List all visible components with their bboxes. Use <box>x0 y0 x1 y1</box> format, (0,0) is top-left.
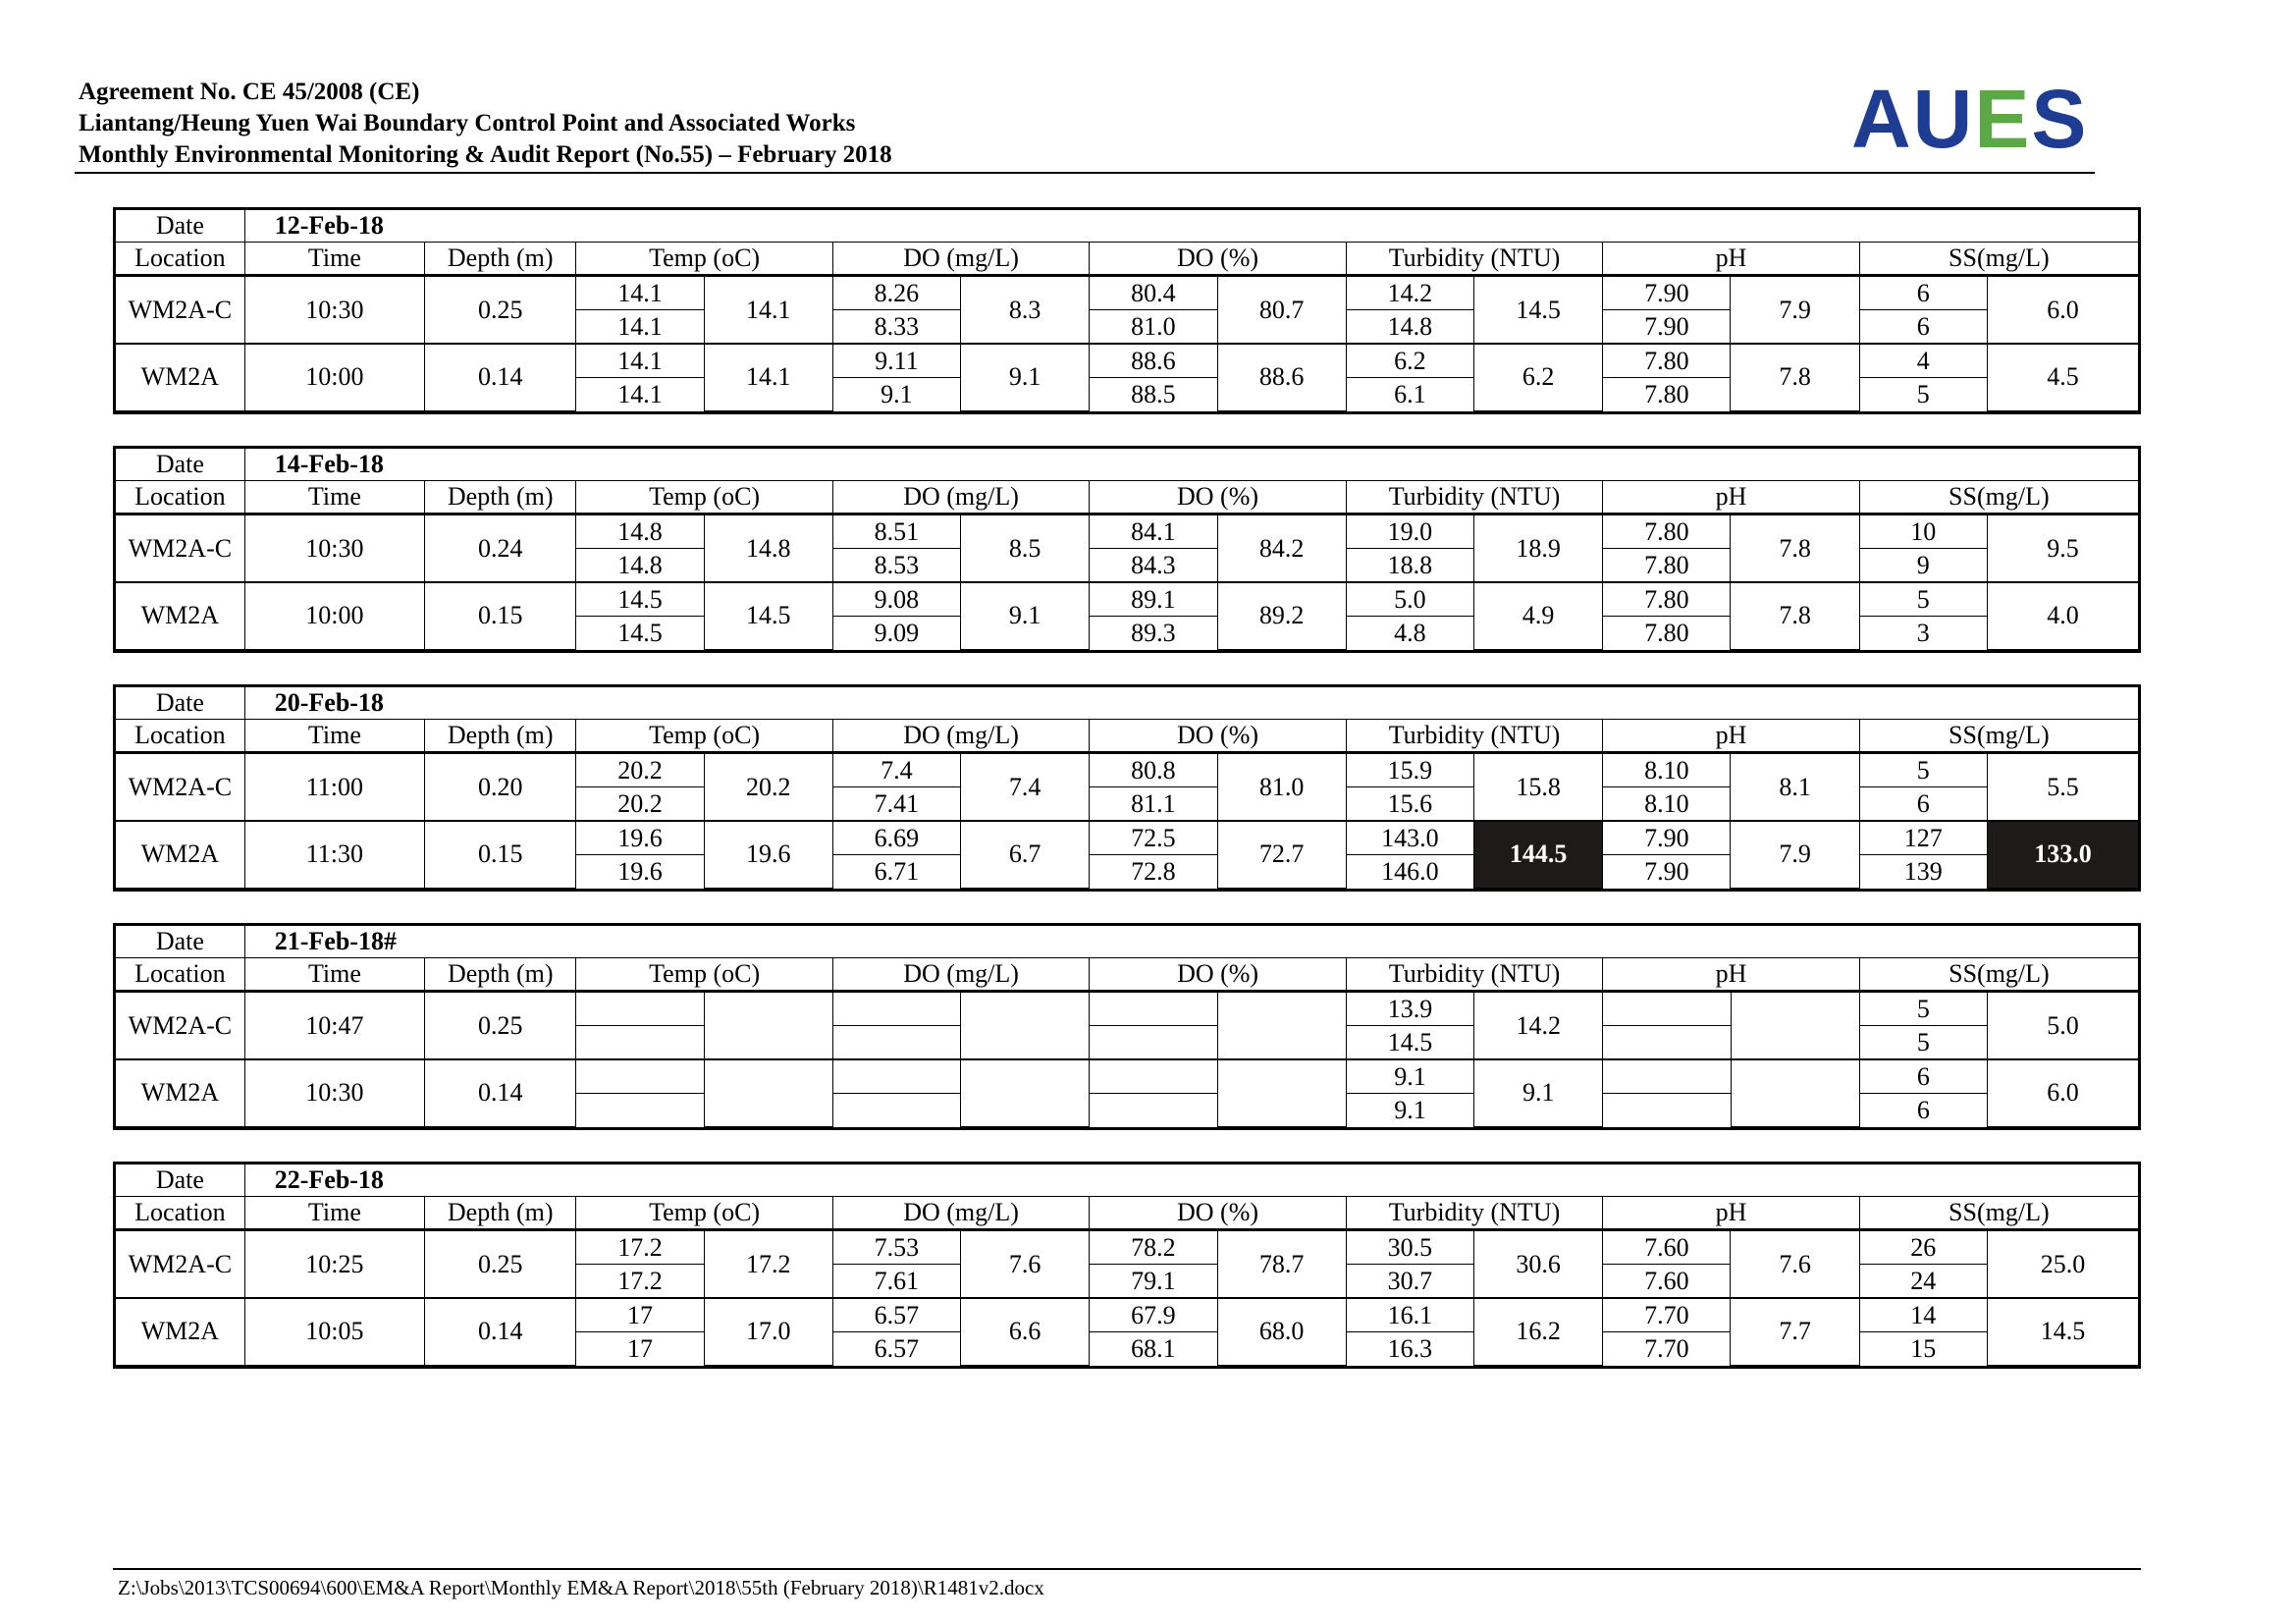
date-label: Date <box>116 1164 244 1197</box>
turbidity-reading-1: 6.2 <box>1346 344 1473 378</box>
ss-average: 9.5 <box>1987 514 2138 583</box>
temp-reading-2: 17 <box>576 1332 704 1366</box>
date-label: Date <box>116 449 244 481</box>
temp-reading-1: 20.2 <box>576 753 704 787</box>
ph-reading-2 <box>1603 1094 1731 1127</box>
ph-average: 7.9 <box>1731 821 1859 888</box>
turbidity-reading-1: 19.0 <box>1346 514 1473 549</box>
ph-reading-1: 7.70 <box>1603 1298 1731 1332</box>
depth-cell: 0.14 <box>425 1059 576 1126</box>
do-mgl-reading-2: 7.61 <box>832 1265 960 1299</box>
ss-reading-2: 6 <box>1859 310 1987 345</box>
do-mgl-reading-2: 9.09 <box>832 617 960 650</box>
ph-average <box>1731 992 1859 1060</box>
do-mgl-reading-1: 7.4 <box>832 753 960 787</box>
do-mgl-average <box>961 992 1090 1060</box>
turbidity-reading-1: 5.0 <box>1346 582 1473 617</box>
ss-average: 133.0 <box>1987 821 2138 888</box>
ss-reading-1: 5 <box>1859 582 1987 617</box>
ss-reading-1: 127 <box>1859 821 1987 855</box>
do-mgl-reading-2: 7.41 <box>832 787 960 822</box>
column-header-do-pct: DO (%) <box>1090 958 1346 992</box>
do-pct-reading-1 <box>1090 992 1217 1026</box>
do-mgl-reading-1: 6.57 <box>832 1298 960 1332</box>
ss-reading-2: 5 <box>1859 1026 1987 1060</box>
table-row <box>116 821 2138 855</box>
date-value: 22-Feb-18 <box>244 1164 2138 1197</box>
column-header-do-mgl: DO (mg/L) <box>832 720 1089 753</box>
do-mgl-average: 9.1 <box>961 582 1090 649</box>
depth-cell: 0.14 <box>425 344 576 410</box>
ph-reading-1: 7.80 <box>1603 582 1731 617</box>
location-cell: WM2A-C <box>116 1230 244 1299</box>
do-pct-average: 88.6 <box>1217 344 1346 410</box>
turbidity-reading-2: 9.1 <box>1346 1094 1473 1127</box>
location-cell: WM2A-C <box>116 753 244 822</box>
do-mgl-average: 8.3 <box>961 276 1090 345</box>
ph-reading-1: 7.90 <box>1603 821 1731 855</box>
column-header-do-mgl: DO (mg/L) <box>832 243 1089 276</box>
do-mgl-average: 6.7 <box>961 821 1090 888</box>
time-cell: 10:00 <box>244 582 424 649</box>
ss-reading-2: 5 <box>1859 378 1987 411</box>
turbidity-average: 16.2 <box>1473 1298 1602 1365</box>
turbidity-reading-1: 16.1 <box>1346 1298 1473 1332</box>
date-value: 12-Feb-18 <box>244 210 2138 243</box>
column-header-depth: Depth (m) <box>425 958 576 992</box>
ss-reading-2: 3 <box>1859 617 1987 650</box>
temp-reading-1: 14.1 <box>576 276 704 310</box>
do-mgl-average: 9.1 <box>961 344 1090 410</box>
date-value: 14-Feb-18 <box>244 449 2138 481</box>
do-pct-reading-2: 72.8 <box>1090 855 1217 889</box>
column-header-location: Location <box>116 481 244 514</box>
do-pct-reading-2 <box>1090 1094 1217 1127</box>
report-title: Monthly Environmental Monitoring & Audit Report (No.55) – February 2018 <box>79 141 892 168</box>
ph-reading-2: 7.90 <box>1603 855 1731 889</box>
column-header-location: Location <box>116 1197 244 1230</box>
table-row <box>116 582 2138 617</box>
temp-average: 17.0 <box>704 1298 832 1365</box>
turbidity-reading-1: 143.0 <box>1346 821 1473 855</box>
location-cell: WM2A <box>116 344 244 410</box>
column-header-ph: pH <box>1603 720 1859 753</box>
ss-reading-2: 9 <box>1859 549 1987 583</box>
ph-reading-2: 7.80 <box>1603 617 1731 650</box>
do-pct-reading-1: 67.9 <box>1090 1298 1217 1332</box>
column-header-turbidity: Turbidity (NTU) <box>1346 720 1602 753</box>
do-pct-average: 84.2 <box>1217 514 1346 583</box>
ph-reading-2: 7.80 <box>1603 378 1731 411</box>
location-cell: WM2A <box>116 1059 244 1126</box>
do-mgl-average: 8.5 <box>961 514 1090 583</box>
ph-average: 7.8 <box>1731 344 1859 410</box>
do-mgl-reading-1: 8.26 <box>832 276 960 310</box>
turbidity-average: 14.5 <box>1473 276 1602 345</box>
do-pct-average <box>1217 992 1346 1060</box>
ph-reading-2: 7.60 <box>1603 1265 1731 1299</box>
ph-reading-2 <box>1603 1026 1731 1060</box>
column-header-do-mgl: DO (mg/L) <box>832 958 1089 992</box>
temp-reading-2: 19.6 <box>576 855 704 889</box>
ss-reading-2: 6 <box>1859 787 1987 822</box>
turbidity-average: 6.2 <box>1473 344 1602 410</box>
do-mgl-reading-1: 9.11 <box>832 344 960 378</box>
column-header-time: Time <box>244 481 424 514</box>
ss-reading-1: 26 <box>1859 1230 1987 1265</box>
ss-average: 14.5 <box>1987 1298 2138 1365</box>
ph-average: 8.1 <box>1731 753 1859 822</box>
do-mgl-reading-2 <box>832 1094 960 1127</box>
depth-cell: 0.25 <box>425 992 576 1060</box>
do-pct-reading-1: 80.8 <box>1090 753 1217 787</box>
location-cell: WM2A-C <box>116 514 244 583</box>
location-cell: WM2A <box>116 582 244 649</box>
footer-rule <box>113 1568 2141 1570</box>
turbidity-reading-1: 14.2 <box>1346 276 1473 310</box>
time-cell: 10:30 <box>244 276 424 345</box>
ss-reading-1: 6 <box>1859 276 1987 310</box>
do-pct-reading-2: 81.1 <box>1090 787 1217 822</box>
ss-reading-1: 14 <box>1859 1298 1987 1332</box>
column-header-do-mgl: DO (mg/L) <box>832 481 1089 514</box>
do-mgl-reading-2: 8.33 <box>832 310 960 345</box>
ph-average: 7.8 <box>1731 514 1859 583</box>
turbidity-reading-2: 15.6 <box>1346 787 1473 822</box>
column-header-time: Time <box>244 243 424 276</box>
ss-average: 6.0 <box>1988 1059 2138 1126</box>
water-quality-table <box>116 926 2138 1127</box>
turbidity-average: 14.2 <box>1474 992 1603 1060</box>
do-pct-reading-1: 78.2 <box>1090 1230 1217 1265</box>
column-header-ph: pH <box>1603 481 1859 514</box>
table-row <box>116 753 2138 787</box>
do-pct-reading-1: 72.5 <box>1090 821 1217 855</box>
file-path-footer: Z:\Jobs\2013\TCS00694\600\EM&A Report\Monthly EM&A Report\2018\55th (February 2018)\R1481v2.docx <box>118 1576 1044 1599</box>
column-header-depth: Depth (m) <box>425 243 576 276</box>
turbidity-reading-1: 9.1 <box>1346 1059 1473 1094</box>
do-pct-reading-1: 80.4 <box>1090 276 1217 310</box>
monitoring-table-4 <box>113 923 2141 1130</box>
column-header-depth: Depth (m) <box>425 481 576 514</box>
location-cell: WM2A <box>116 1298 244 1365</box>
column-header-temp: Temp (oC) <box>576 958 832 992</box>
depth-cell: 0.20 <box>425 753 576 822</box>
ss-reading-2: 24 <box>1859 1265 1987 1299</box>
ss-average: 6.0 <box>1987 276 2138 345</box>
ph-reading-2: 7.70 <box>1603 1332 1731 1366</box>
agreement-number: Agreement No. CE 45/2008 (CE) <box>79 79 420 105</box>
temp-reading-2: 14.8 <box>576 549 704 583</box>
ph-average: 7.8 <box>1731 582 1859 649</box>
date-label: Date <box>116 926 244 958</box>
do-pct-reading-2: 81.0 <box>1090 310 1217 345</box>
do-mgl-average: 6.6 <box>961 1298 1090 1365</box>
ph-reading-1: 7.60 <box>1603 1230 1731 1265</box>
table-row <box>116 276 2138 310</box>
temp-reading-1: 14.5 <box>576 582 704 617</box>
aues-logo <box>1851 75 2088 163</box>
time-cell: 10:05 <box>244 1298 424 1365</box>
column-header-location: Location <box>116 720 244 753</box>
ph-reading-1 <box>1603 992 1731 1026</box>
ss-average: 5.5 <box>1987 753 2138 822</box>
ss-average: 25.0 <box>1987 1230 2138 1299</box>
location-cell: WM2A-C <box>116 992 244 1060</box>
ss-average: 4.5 <box>1987 344 2138 410</box>
ss-reading-1: 5 <box>1859 992 1987 1026</box>
ph-reading-1: 7.80 <box>1603 514 1731 549</box>
temp-reading-2: 14.1 <box>576 378 704 411</box>
do-pct-reading-2 <box>1090 1026 1217 1060</box>
do-pct-average: 80.7 <box>1217 276 1346 345</box>
depth-cell: 0.25 <box>425 1230 576 1299</box>
do-pct-average: 78.7 <box>1217 1230 1346 1299</box>
project-title: Liantang/Heung Yuen Wai Boundary Control Point and Associated Works <box>79 110 856 136</box>
depth-cell: 0.15 <box>425 821 576 888</box>
do-mgl-reading-1: 7.53 <box>832 1230 960 1265</box>
turbidity-reading-2: 6.1 <box>1346 378 1473 411</box>
temp-reading-1 <box>576 1059 704 1094</box>
do-mgl-average <box>961 1059 1090 1126</box>
do-pct-average: 89.2 <box>1217 582 1346 649</box>
turbidity-average: 4.9 <box>1473 582 1602 649</box>
logo-text-au: AU <box>1851 73 1975 165</box>
temp-average: 19.6 <box>704 821 832 888</box>
table-row <box>116 1230 2138 1265</box>
ss-reading-1: 6 <box>1859 1059 1987 1094</box>
monitoring-table-2 <box>113 446 2141 653</box>
do-mgl-reading-1 <box>832 1059 960 1094</box>
temp-average: 14.1 <box>704 276 832 345</box>
temp-average <box>704 992 832 1060</box>
do-pct-reading-1: 88.6 <box>1090 344 1217 378</box>
ph-reading-1: 7.80 <box>1603 344 1731 378</box>
ss-reading-1: 5 <box>1859 753 1987 787</box>
date-value: 20-Feb-18 <box>244 687 2138 720</box>
temp-reading-1: 19.6 <box>576 821 704 855</box>
ph-average: 7.9 <box>1731 276 1859 345</box>
do-pct-reading-1: 84.1 <box>1090 514 1217 549</box>
table-row <box>116 514 2138 549</box>
do-mgl-reading-2: 6.57 <box>832 1332 960 1366</box>
temp-reading-1: 14.1 <box>576 344 704 378</box>
temp-average: 14.1 <box>704 344 832 410</box>
ss-reading-2: 15 <box>1859 1332 1987 1366</box>
time-cell: 10:30 <box>244 514 424 583</box>
column-header-temp: Temp (oC) <box>576 243 832 276</box>
do-mgl-reading-2: 8.53 <box>832 549 960 583</box>
monitoring-table-3 <box>113 684 2141 892</box>
column-header-ss: SS(mg/L) <box>1859 481 2138 514</box>
temp-average: 20.2 <box>704 753 832 822</box>
column-header-do-pct: DO (%) <box>1090 243 1346 276</box>
water-quality-table <box>116 1164 2138 1366</box>
do-mgl-reading-1 <box>832 992 960 1026</box>
turbidity-reading-2: 14.5 <box>1346 1026 1473 1060</box>
column-header-ss: SS(mg/L) <box>1859 243 2138 276</box>
do-pct-reading-2: 88.5 <box>1090 378 1217 411</box>
location-cell: WM2A <box>116 821 244 888</box>
do-pct-reading-1: 89.1 <box>1090 582 1217 617</box>
column-header-turbidity: Turbidity (NTU) <box>1346 243 1602 276</box>
temp-average: 17.2 <box>704 1230 832 1299</box>
temp-average: 14.8 <box>704 514 832 583</box>
monitoring-table-5 <box>113 1162 2141 1369</box>
temp-reading-1: 17.2 <box>576 1230 704 1265</box>
table-row <box>116 344 2138 378</box>
do-pct-average: 68.0 <box>1217 1298 1346 1365</box>
column-header-turbidity: Turbidity (NTU) <box>1346 958 1602 992</box>
do-pct-reading-2: 89.3 <box>1090 617 1217 650</box>
time-cell: 11:30 <box>244 821 424 888</box>
ph-average <box>1731 1059 1859 1126</box>
table-row <box>116 1059 2138 1094</box>
turbidity-reading-2: 146.0 <box>1346 855 1473 889</box>
logo-text-e: E <box>1974 73 2032 165</box>
table-row <box>116 1298 2138 1332</box>
do-mgl-reading-2: 9.1 <box>832 378 960 411</box>
date-label: Date <box>116 210 244 243</box>
ss-reading-2: 139 <box>1859 855 1987 889</box>
column-header-time: Time <box>244 720 424 753</box>
ss-reading-2: 6 <box>1859 1094 1987 1127</box>
do-mgl-reading-1: 6.69 <box>832 821 960 855</box>
temp-reading-1: 17 <box>576 1298 704 1332</box>
temp-reading-1 <box>576 992 704 1026</box>
ss-reading-1: 4 <box>1859 344 1987 378</box>
ph-reading-2: 7.90 <box>1603 310 1731 345</box>
column-header-temp: Temp (oC) <box>576 1197 832 1230</box>
do-pct-reading-1 <box>1090 1059 1217 1094</box>
depth-cell: 0.24 <box>425 514 576 583</box>
turbidity-reading-2: 18.8 <box>1346 549 1473 583</box>
ph-average: 7.7 <box>1731 1298 1859 1365</box>
turbidity-reading-1: 15.9 <box>1346 753 1473 787</box>
column-header-do-pct: DO (%) <box>1090 720 1346 753</box>
ph-reading-1 <box>1603 1059 1731 1094</box>
turbidity-reading-1: 30.5 <box>1346 1230 1473 1265</box>
turbidity-average: 9.1 <box>1474 1059 1603 1126</box>
do-pct-reading-2: 84.3 <box>1090 549 1217 583</box>
table-row <box>116 992 2138 1026</box>
time-cell: 10:25 <box>244 1230 424 1299</box>
depth-cell: 0.25 <box>425 276 576 345</box>
column-header-time: Time <box>244 958 424 992</box>
report-header <box>79 77 2091 171</box>
column-header-ss: SS(mg/L) <box>1859 958 2138 992</box>
column-header-turbidity: Turbidity (NTU) <box>1346 1197 1602 1230</box>
water-quality-table <box>116 449 2138 650</box>
temp-reading-1: 14.8 <box>576 514 704 549</box>
column-header-location: Location <box>116 958 244 992</box>
temp-reading-2: 14.1 <box>576 310 704 345</box>
do-pct-reading-2: 79.1 <box>1090 1265 1217 1299</box>
column-header-location: Location <box>116 243 244 276</box>
do-pct-average <box>1217 1059 1346 1126</box>
column-header-turbidity: Turbidity (NTU) <box>1346 481 1602 514</box>
temp-reading-2: 14.5 <box>576 617 704 650</box>
column-header-time: Time <box>244 1197 424 1230</box>
column-header-do-pct: DO (%) <box>1090 481 1346 514</box>
do-mgl-reading-1: 8.51 <box>832 514 960 549</box>
location-cell: WM2A-C <box>116 276 244 345</box>
ph-reading-1: 7.90 <box>1603 276 1731 310</box>
turbidity-average: 18.9 <box>1473 514 1602 583</box>
do-mgl-average: 7.6 <box>961 1230 1090 1299</box>
temp-reading-2 <box>576 1026 704 1060</box>
water-quality-table <box>116 687 2138 889</box>
water-quality-table <box>116 210 2138 411</box>
do-pct-average: 81.0 <box>1217 753 1346 822</box>
do-pct-reading-2: 68.1 <box>1090 1332 1217 1366</box>
depth-cell: 0.15 <box>425 582 576 649</box>
column-header-ss: SS(mg/L) <box>1859 720 2138 753</box>
time-cell: 10:47 <box>244 992 424 1060</box>
ss-average: 4.0 <box>1987 582 2138 649</box>
ss-reading-1: 10 <box>1859 514 1987 549</box>
temp-reading-2: 17.2 <box>576 1265 704 1299</box>
do-mgl-reading-1: 9.08 <box>832 582 960 617</box>
column-header-depth: Depth (m) <box>425 720 576 753</box>
date-value: 21-Feb-18# <box>244 926 2138 958</box>
column-header-ph: pH <box>1603 243 1859 276</box>
temp-average: 14.5 <box>704 582 832 649</box>
ph-reading-1: 8.10 <box>1603 753 1731 787</box>
turbidity-average: 15.8 <box>1473 753 1602 822</box>
column-header-ss: SS(mg/L) <box>1859 1197 2138 1230</box>
temp-reading-2: 20.2 <box>576 787 704 822</box>
column-header-do-mgl: DO (mg/L) <box>832 1197 1089 1230</box>
date-label: Date <box>116 687 244 720</box>
time-cell: 10:00 <box>244 344 424 410</box>
turbidity-reading-2: 4.8 <box>1346 617 1473 650</box>
logo-text-s: S <box>2031 73 2089 165</box>
turbidity-reading-2: 16.3 <box>1346 1332 1473 1366</box>
turbidity-average: 30.6 <box>1473 1230 1602 1299</box>
do-mgl-reading-2 <box>832 1026 960 1060</box>
turbidity-reading-2: 30.7 <box>1346 1265 1473 1299</box>
column-header-depth: Depth (m) <box>425 1197 576 1230</box>
column-header-ph: pH <box>1603 1197 1859 1230</box>
turbidity-reading-2: 14.8 <box>1346 310 1473 345</box>
turbidity-reading-1: 13.9 <box>1346 992 1473 1026</box>
column-header-do-pct: DO (%) <box>1090 1197 1346 1230</box>
do-mgl-average: 7.4 <box>961 753 1090 822</box>
do-pct-average: 72.7 <box>1217 821 1346 888</box>
time-cell: 11:00 <box>244 753 424 822</box>
depth-cell: 0.14 <box>425 1298 576 1365</box>
temp-reading-2 <box>576 1094 704 1127</box>
column-header-temp: Temp (oC) <box>576 481 832 514</box>
monitoring-table-1 <box>113 207 2141 414</box>
column-header-temp: Temp (oC) <box>576 720 832 753</box>
turbidity-average: 144.5 <box>1473 821 1602 888</box>
time-cell: 10:30 <box>244 1059 424 1126</box>
column-header-ph: pH <box>1603 958 1859 992</box>
do-mgl-reading-2: 6.71 <box>832 855 960 889</box>
header-rule <box>75 172 2095 174</box>
ss-average: 5.0 <box>1988 992 2138 1060</box>
ph-reading-2: 7.80 <box>1603 549 1731 583</box>
ph-average: 7.6 <box>1731 1230 1859 1299</box>
temp-average <box>704 1059 832 1126</box>
ph-reading-2: 8.10 <box>1603 787 1731 822</box>
